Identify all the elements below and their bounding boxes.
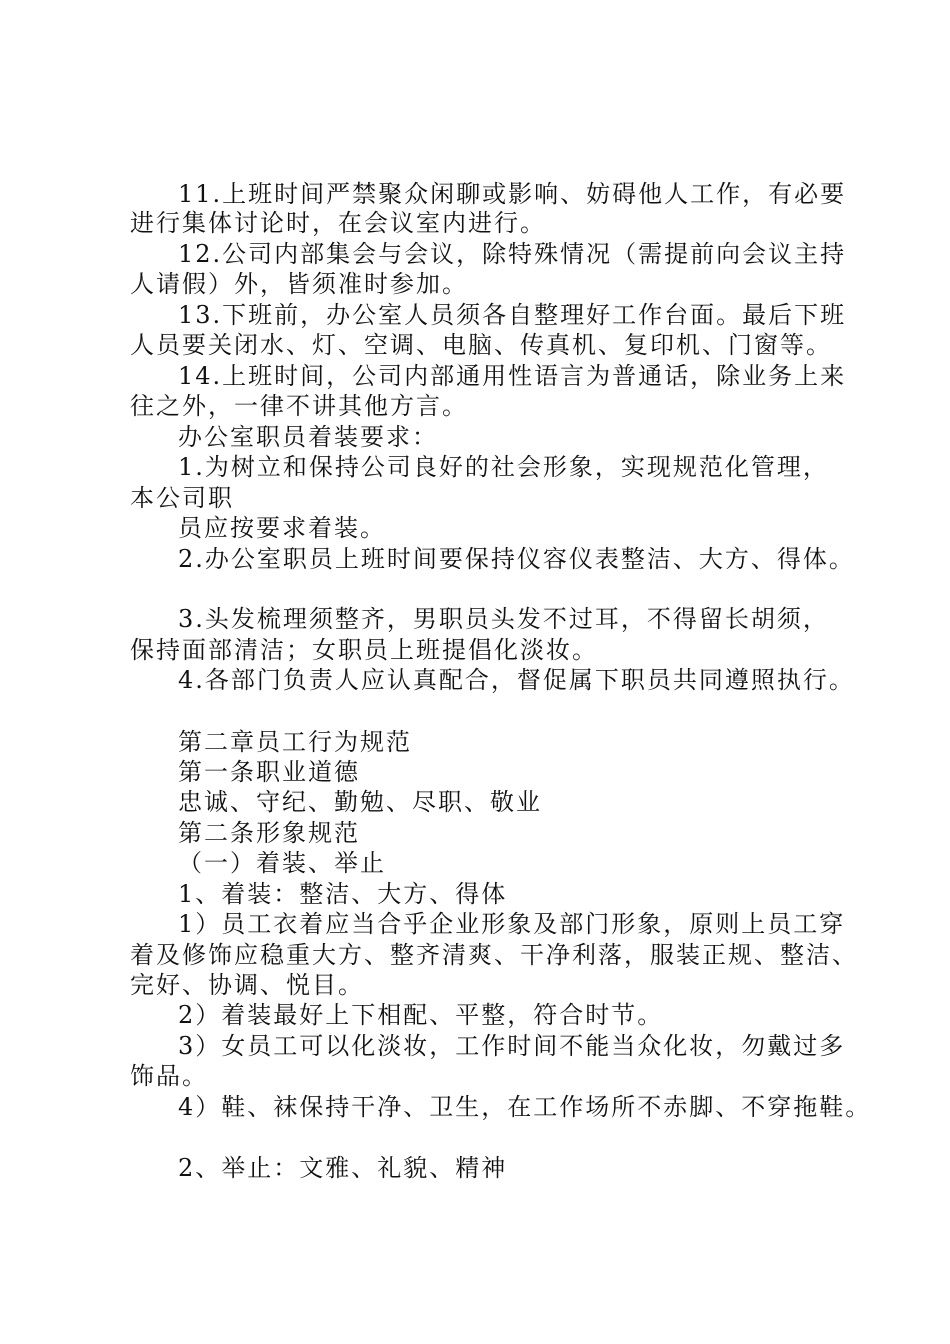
- text-line: 人请假）外，皆须准时参加。: [130, 270, 468, 298]
- text-line: 忠诚、守纪、勤勉、尽职、敬业: [178, 788, 542, 816]
- text-line: 第二条形象规范: [178, 819, 360, 847]
- text-line: 本公司职: [130, 484, 234, 512]
- text-line: 人员要关闭水、灯、空调、电脑、传真机、复印机、门窗等。: [130, 331, 832, 359]
- text-line: 2）着装最好上下相配、平整，符合时节。: [178, 1001, 664, 1029]
- text-line: （一）着装、举止: [178, 849, 386, 877]
- text-line: 1.为树立和保持公司良好的社会形象，实现规范化管理，: [178, 453, 829, 481]
- text-line: 2.办公室职员上班时间要保持仪容仪表整洁、大方、得体。: [178, 545, 855, 573]
- text-line: 第二章员工行为规范: [178, 728, 412, 756]
- text-line: 3.头发梳理须整齐，男职员头发不过耳，不得留长胡须，: [178, 605, 829, 633]
- text-line: 4.各部门负责人应认真配合，督促属下职员共同遵照执行。: [178, 666, 855, 694]
- text-line: 2、举止：文雅、礼貌、精神: [178, 1154, 508, 1182]
- text-line: 11.上班时间严禁聚众闲聊或影响、妨碍他人工作，有必要: [178, 180, 847, 208]
- text-line: 着及修饰应稳重大方、整齐清爽、干净利落，服装正规、整洁、: [130, 941, 858, 969]
- text-line: 1）员工衣着应当合乎企业形象及部门形象，原则上员工穿: [178, 910, 846, 938]
- text-line: 14.上班时间，公司内部通用性语言为普通话，除业务上来: [178, 362, 847, 390]
- text-line: 保持面部清洁；女职员上班提倡化淡妆。: [130, 636, 598, 664]
- text-line: 进行集体讨论时，在会议室内进行。: [130, 209, 546, 237]
- text-line: 饰品。: [130, 1062, 208, 1090]
- text-line: 往之外，一律不讲其他方言。: [130, 392, 468, 420]
- text-line: 完好、协调、悦目。: [130, 971, 364, 999]
- text-line: 1、着装：整洁、大方、得体: [178, 880, 508, 908]
- text-line: 第一条职业道德: [178, 758, 360, 786]
- text-line: 员应按要求着装。: [178, 514, 386, 542]
- text-line: 办公室职员着装要求：: [178, 423, 438, 451]
- text-line: 12.公司内部集会与会议，除特殊情况（需提前向会议主持: [178, 240, 847, 268]
- text-line: 3）女员工可以化淡妆，工作时间不能当众化妆，勿戴过多: [178, 1032, 846, 1060]
- text-line: 13.下班前，办公室人员须各自整理好工作台面。最后下班: [178, 301, 847, 329]
- text-line: 4）鞋、袜保持干净、卫生，在工作场所不赤脚、不穿拖鞋。: [178, 1093, 872, 1121]
